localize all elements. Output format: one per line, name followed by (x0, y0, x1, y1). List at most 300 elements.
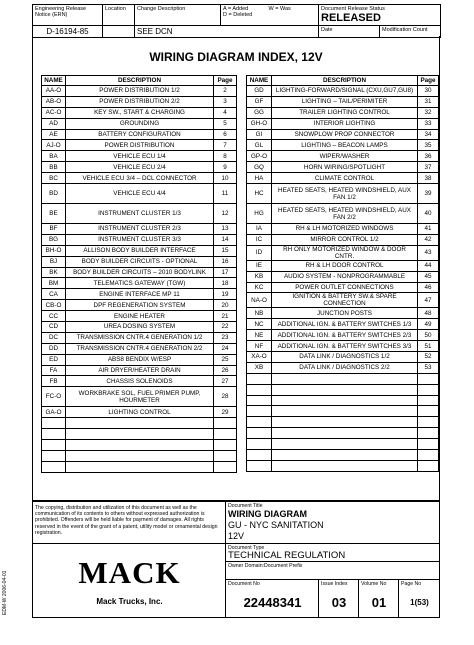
page-cell: 6 (214, 129, 237, 140)
name-cell (42, 450, 66, 461)
name-cell: BA (42, 151, 66, 162)
page-cell: 42 (418, 234, 439, 245)
page-cell (214, 440, 237, 451)
page-cell: 25 (214, 354, 237, 365)
page-cell: 23 (214, 332, 237, 343)
page-cell: 47 (418, 293, 439, 308)
description-cell: INSTRUMENT CLUSTER 1/3 (66, 204, 214, 224)
name-cell: DC (42, 332, 66, 343)
name-cell (42, 440, 66, 451)
page-cell: 31 (418, 96, 439, 107)
page-cell: 19 (214, 289, 237, 300)
legend-added-deleted (221, 5, 267, 26)
table-row (42, 107, 237, 118)
description-cell: LIGHTING – TAIL/PERIMITER (272, 96, 418, 107)
name-cell: BC (42, 173, 66, 184)
description-cell (272, 439, 418, 450)
name-cell: GG (247, 107, 272, 118)
name-cell (247, 395, 272, 406)
description-cell: JUNCTION POSTS (272, 308, 418, 319)
description-cell (272, 417, 418, 428)
description-cell: VEHICLE ECU 1/4 (66, 151, 214, 162)
page-cell: 13 (214, 224, 237, 235)
page-cell: 9 (214, 162, 237, 173)
description-cell: MIRROR CONTROL 1/2 (272, 234, 418, 245)
table-row (42, 354, 237, 365)
name-cell: GQ (247, 162, 272, 173)
page-cell: 5 (214, 118, 237, 129)
table-row (42, 129, 237, 140)
issue-index-cell (319, 579, 359, 618)
page-cell: 53 (418, 362, 439, 373)
name-cell (247, 439, 272, 450)
name-cell: BE (42, 204, 66, 224)
page-cell (418, 428, 439, 439)
table-row (42, 224, 237, 235)
description-cell: VEHICLE ECU 3/4 – DCL CONNECTOR (66, 173, 214, 184)
table-row (247, 173, 439, 184)
name-cell: BM (42, 278, 66, 289)
name-cell: BF (42, 224, 66, 235)
page-cell: 27 (214, 376, 237, 387)
table-row (247, 428, 439, 439)
table-row (42, 256, 237, 267)
description-cell: ADDITIONAL IGN. & BATTERY SWITCHES 1/3 (272, 319, 418, 330)
page-cell: 26 (214, 365, 237, 376)
name-cell: AA-O (42, 86, 66, 97)
description-cell: INTERIOR LIGHTING (272, 118, 418, 129)
change-description-label: Change Description (135, 5, 221, 26)
table-row (247, 260, 439, 271)
name-cell: GI (247, 129, 272, 140)
table-row (42, 289, 237, 300)
page-cell: 40 (418, 204, 439, 224)
table-row (247, 460, 439, 471)
name-cell (247, 417, 272, 428)
page-cell (214, 461, 237, 472)
legend-deleted: D = Deleted (223, 12, 253, 18)
name-cell: FA (42, 365, 66, 376)
description-cell: ENGINE INTERFACE MP 11 (66, 289, 214, 300)
page-cell (418, 450, 439, 461)
document-number-cell (226, 579, 319, 618)
legend-added: A = Added (223, 6, 249, 12)
page-cell: 39 (418, 184, 439, 204)
page-cell: 38 (418, 173, 439, 184)
name-cell: BB (42, 162, 66, 173)
name-cell (42, 418, 66, 429)
page-cell: 44 (418, 260, 439, 271)
title-block (32, 501, 440, 618)
table-row (247, 439, 439, 450)
document-title-label: Document Title (228, 503, 263, 509)
company-name: Mack Trucks, Inc. (96, 597, 163, 606)
page-number-cell (399, 579, 440, 618)
description-cell: TRAILER LIGHTING CONTROL (272, 107, 418, 118)
name-cell: NE (247, 330, 272, 341)
name-column-header: NAME (247, 76, 272, 86)
description-cell: CHASSIS SOLENOIDS (66, 376, 214, 387)
name-cell: GP-O (247, 151, 272, 162)
description-cell (272, 373, 418, 384)
table-row (247, 86, 439, 97)
page-number-value: 1(53) (410, 598, 429, 607)
page-cell: 49 (418, 319, 439, 330)
description-cell: ADDITIONAL IGN. & BATTERY SWITCHES 2/3 (272, 330, 418, 341)
table-row (42, 418, 237, 429)
owner-domain-cell (226, 561, 440, 579)
table-row (247, 271, 439, 282)
description-cell: TRANSMISSION CNTR.4 GENERATION 1/2 (66, 332, 214, 343)
release-status-value: RELEASED (321, 12, 381, 24)
description-cell: INSTRUMENT CLUSTER 3/3 (66, 234, 214, 245)
page-cell: 8 (214, 151, 237, 162)
table-row (247, 96, 439, 107)
issue-index-label: Issue Index (321, 581, 348, 587)
description-cell: BODY BUILDER CIRCUITS – 2010 BODYLINK (66, 267, 214, 278)
page-cell (214, 418, 237, 429)
name-cell: CC (42, 311, 66, 322)
document-type-cell (226, 543, 440, 561)
name-cell: HG (247, 204, 272, 224)
page-cell: 48 (418, 308, 439, 319)
description-cell (66, 461, 214, 472)
table-row (42, 343, 237, 354)
description-cell: UREA DOSING SYSTEM (66, 322, 214, 333)
table-row (42, 245, 237, 256)
description-cell: POWER DISTRIBUTION 2/2 (66, 96, 214, 107)
name-cell (247, 384, 272, 395)
page-cell: 46 (418, 282, 439, 293)
ern-label: Engineering Release Notice (ERN) (33, 5, 103, 26)
table-row (42, 184, 237, 204)
description-cell: TELEMATICS GATEWAY (TGW) (66, 278, 214, 289)
name-cell: IE (247, 260, 272, 271)
name-cell: DD (42, 343, 66, 354)
volume-number-value: 01 (371, 595, 387, 610)
table-row (42, 407, 237, 418)
release-status-label: Document Release Status (321, 6, 385, 12)
page-cell: 3 (214, 96, 237, 107)
table-row (42, 267, 237, 278)
table-row (247, 319, 439, 330)
modification-count-label: Modification Count (380, 26, 441, 38)
page-cell: 41 (418, 224, 439, 235)
table-row (247, 204, 439, 224)
name-cell: ID (247, 245, 272, 260)
name-cell: AJ-O (42, 140, 66, 151)
page-cell (418, 460, 439, 471)
page-cell: 43 (418, 245, 439, 260)
legend-was: W = Was (267, 5, 319, 26)
copyright-cell (33, 502, 226, 543)
table-row (42, 96, 237, 107)
table-row (247, 162, 439, 173)
page-cell: 45 (418, 271, 439, 282)
location-label: Location (103, 5, 135, 26)
page-cell: 11 (214, 184, 237, 204)
table-row (247, 308, 439, 319)
table-row (42, 365, 237, 376)
table-row (247, 118, 439, 129)
page-cell: 17 (214, 267, 237, 278)
name-cell (247, 450, 272, 461)
table-row (42, 387, 237, 407)
description-cell: DATA LINK / DIAGNOSTICS 2/2 (272, 362, 418, 373)
name-cell: CD (42, 322, 66, 333)
description-cell: IGNITION & BATTERY SW.& SPARE CONNECTION (272, 293, 418, 308)
name-cell: CB-O (42, 300, 66, 311)
name-cell: IC (247, 234, 272, 245)
page-cell: 33 (418, 118, 439, 129)
description-cell: VEHICLE ECU 4/4 (66, 184, 214, 204)
table-row (247, 282, 439, 293)
name-cell: NC (247, 319, 272, 330)
name-cell: BG (42, 234, 66, 245)
description-cell: ABS8 BENDIX W/ESP (66, 354, 214, 365)
name-cell: BH-O (42, 245, 66, 256)
description-cell: DATA LINK / DIAGNOSTICS 1/2 (272, 352, 418, 363)
page-cell: 14 (214, 234, 237, 245)
document-type-label: Document Type (228, 545, 265, 551)
page-cell: 50 (418, 330, 439, 341)
table-row (42, 332, 237, 343)
page-cell: 4 (214, 107, 237, 118)
name-cell: FC-O (42, 387, 66, 407)
document-number-label: Document No (228, 581, 260, 587)
table-row (247, 184, 439, 204)
name-cell: GF (247, 96, 272, 107)
description-cell: LIGHTING CONTROL (66, 407, 214, 418)
name-cell: ED (42, 354, 66, 365)
table-row (247, 395, 439, 406)
page-column-header: Page (418, 76, 439, 86)
description-cell (272, 428, 418, 439)
index-table-left (41, 75, 237, 473)
owner-domain-label: Owner Domain:Document Prefix (228, 563, 303, 569)
page-cell (418, 417, 439, 428)
document-type-value: TECHNICAL REGULATION (228, 550, 346, 561)
name-cell: NA-O (247, 293, 272, 308)
table-row (42, 461, 237, 472)
description-cell: HORN WIRING/SPOTLIGHT (272, 162, 418, 173)
page-cell: 51 (418, 341, 439, 352)
page-title: WIRING DIAGRAM INDEX, 12V (149, 50, 323, 64)
document-title-cell (226, 502, 440, 543)
table-row (42, 151, 237, 162)
name-cell: KC (247, 282, 272, 293)
table-row (42, 173, 237, 184)
description-cell: KEY SW., START & CHARGING (66, 107, 214, 118)
table-row (42, 204, 237, 224)
table-row (42, 322, 237, 333)
name-cell: FB (42, 376, 66, 387)
description-cell: HEATED SEATS, HEATED WINDSHIELD, AUX FAN 2/2 (272, 204, 418, 224)
page-cell (418, 373, 439, 384)
description-cell (66, 450, 214, 461)
table-row (42, 278, 237, 289)
description-column-header: DESCRIPTION (66, 76, 214, 86)
description-cell: ENGINE HEATER (66, 311, 214, 322)
table-row (247, 129, 439, 140)
name-cell: GA-O (42, 407, 66, 418)
table-row (42, 450, 237, 461)
page-cell: 20 (214, 300, 237, 311)
description-cell: DPF REGENERATION SYSTEM (66, 300, 214, 311)
table-row (247, 417, 439, 428)
description-cell (272, 384, 418, 395)
description-cell: RH & LH MOTORIZED WINDOWS (272, 224, 418, 235)
page-cell: 12 (214, 204, 237, 224)
name-cell (247, 460, 272, 471)
page-cell: 37 (418, 162, 439, 173)
description-cell: ADDITIONAL IGN. & BATTERY SWITCHES 3/3 (272, 341, 418, 352)
name-cell: IA (247, 224, 272, 235)
table-row (42, 234, 237, 245)
page-cell: 15 (214, 245, 237, 256)
side-form-code: EDM-W 2006-04-01 (2, 570, 8, 615)
table-row (42, 440, 237, 451)
description-cell (272, 395, 418, 406)
change-description-value: SEE DCN (135, 26, 319, 38)
description-cell (66, 440, 214, 451)
name-cell: HC (247, 184, 272, 204)
page-cell: 28 (214, 387, 237, 407)
name-cell: BK (42, 267, 66, 278)
page-cell (418, 406, 439, 417)
description-cell: AUDIO SYSTEM - NONPROGRAMMABLE (272, 271, 418, 282)
header-row (42, 76, 237, 86)
name-cell (42, 429, 66, 440)
page-cell: 10 (214, 173, 237, 184)
index-table-right (246, 75, 439, 472)
description-cell: WORKBRAKE SOL, FUEL PRIMER PUMP, HOURMETER (66, 387, 214, 407)
name-cell: HA (247, 173, 272, 184)
description-cell: POWER DISTRIBUTION 1/2 (66, 86, 214, 97)
page-cell: 18 (214, 278, 237, 289)
name-cell: AB-O (42, 96, 66, 107)
table-row (42, 311, 237, 322)
page-cell: 35 (418, 140, 439, 151)
description-cell: CLIMATE CONTROL (272, 173, 418, 184)
page-cell: 2 (214, 86, 237, 97)
mack-logo: MACK (78, 555, 181, 590)
page-cell: 52 (418, 352, 439, 363)
name-cell: AC-O (42, 107, 66, 118)
page-cell (418, 384, 439, 395)
header-row (247, 76, 439, 86)
page-cell: 22 (214, 322, 237, 333)
name-cell: BD (42, 184, 66, 204)
name-cell: AE (42, 129, 66, 140)
name-cell: NF (247, 341, 272, 352)
description-cell: GROUNDING (66, 118, 214, 129)
issue-index-value: 03 (331, 595, 347, 610)
table-row (247, 352, 439, 363)
table-row (247, 341, 439, 352)
description-cell: VEHICLE ECU 2/4 (66, 162, 214, 173)
description-cell: LIGHTING-FORWARD/SIGNAL (CXU,GU7,GU8) (272, 86, 418, 97)
name-cell: XA-O (247, 352, 272, 363)
page-cell: 32 (418, 107, 439, 118)
description-cell (272, 450, 418, 461)
table-row (247, 384, 439, 395)
description-cell (66, 418, 214, 429)
name-cell: AD (42, 118, 66, 129)
description-cell (66, 429, 214, 440)
page-cell (214, 450, 237, 461)
table-row (42, 86, 237, 97)
document-title-line-2: GU - NYC SANITATION (228, 520, 324, 530)
document-title-line-3: 12V (228, 531, 245, 541)
name-column-header: NAME (42, 76, 66, 86)
copyright-notice: The copying, distribution and utilization of this document as well as the communication of its contents to others without expressed authorization is prohibited. Offenders will be held liable for payment of damages. All rights reserved in the event of the grant of a patent, utility model or ornamental design registration. (35, 505, 218, 536)
description-cell: POWER OUTLET CONNECTIONS (272, 282, 418, 293)
page-cell: 29 (214, 407, 237, 418)
table-row (247, 107, 439, 118)
page-number-label: Page No (401, 581, 422, 587)
table-row (42, 140, 237, 151)
name-cell: KB (247, 271, 272, 282)
description-cell (272, 460, 418, 471)
table-row (247, 151, 439, 162)
volume-number-label: Volume No (361, 581, 387, 587)
description-cell (272, 406, 418, 417)
table-row (247, 330, 439, 341)
header-table (32, 4, 441, 38)
description-cell: POWER DISTRIBUTION (66, 140, 214, 151)
table-row (247, 373, 439, 384)
table-row (42, 300, 237, 311)
description-column-header: DESCRIPTION (272, 76, 418, 86)
page-cell (418, 439, 439, 450)
description-cell: WIPER/WASHER (272, 151, 418, 162)
description-cell: INSTRUMENT CLUSTER 2/3 (66, 224, 214, 235)
description-cell: RH & LH DOOR CONTROL (272, 260, 418, 271)
page-cell: 21 (214, 311, 237, 322)
page-cell (214, 429, 237, 440)
name-cell: BJ (42, 256, 66, 267)
table-row (247, 362, 439, 373)
description-cell: TRANSMISSION CNTR.4 GENERATION 2/2 (66, 343, 214, 354)
table-row (247, 224, 439, 235)
description-cell: LIGHTING – BEACON LAMPS (272, 140, 418, 151)
release-status-cell (319, 5, 441, 26)
table-row (247, 245, 439, 260)
page-cell: 36 (418, 151, 439, 162)
table-row (42, 162, 237, 173)
name-cell: XB (247, 362, 272, 373)
page-column-header: Page (214, 76, 237, 86)
document-number-value: 22448341 (243, 595, 302, 610)
description-cell: HEATED SEATS, HEATED WINDSHIELD, AUX FAN 1/2 (272, 184, 418, 204)
description-cell: BODY BUILDER CIRCUITS - OPTIONAL (66, 256, 214, 267)
name-cell: NB (247, 308, 272, 319)
description-cell: RH ONLY MOTORIZED WINDOW & DOOR CNTR. (272, 245, 418, 260)
document-title-line-1: WIRING DIAGRAM (228, 509, 307, 519)
table-row (247, 406, 439, 417)
table-row (247, 293, 439, 308)
name-cell: GH-O (247, 118, 272, 129)
table-row (247, 450, 439, 461)
ern-value: D-16194-85 (33, 26, 103, 38)
volume-number-cell (359, 579, 399, 618)
table-row (247, 234, 439, 245)
page-cell: 34 (418, 129, 439, 140)
name-cell (42, 461, 66, 472)
name-cell (247, 428, 272, 439)
logo-cell (33, 543, 226, 618)
